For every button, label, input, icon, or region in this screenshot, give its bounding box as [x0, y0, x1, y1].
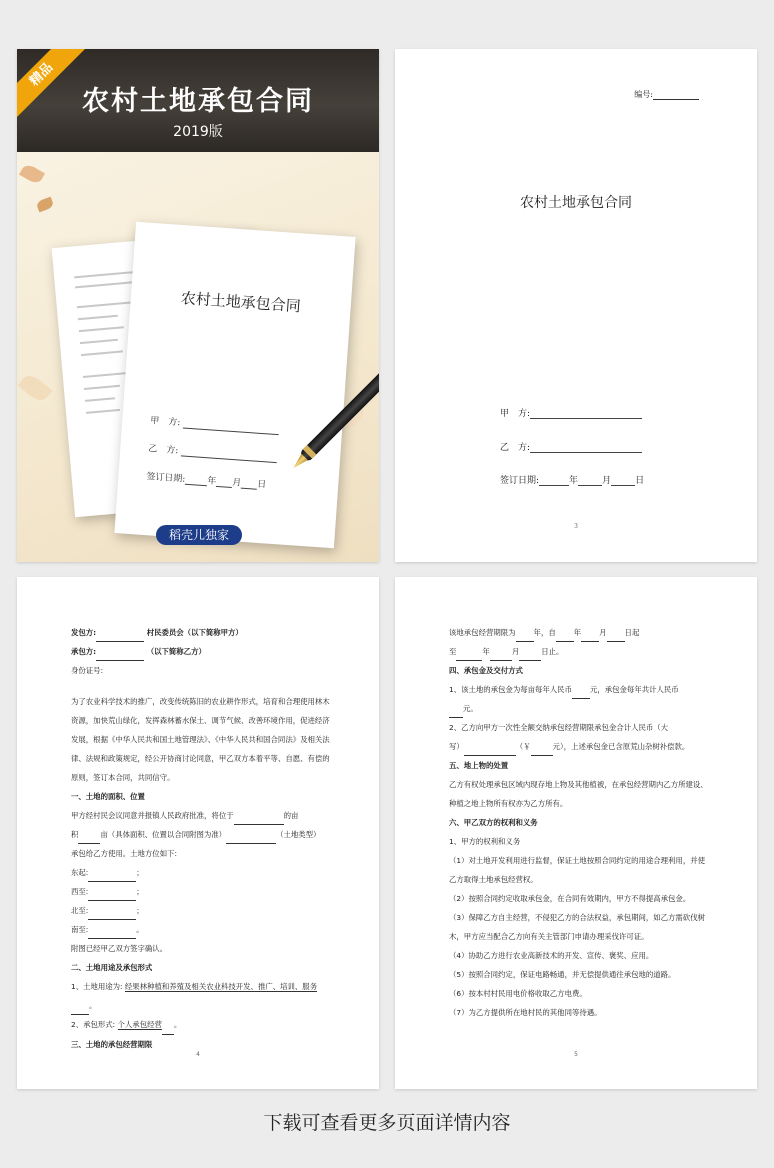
section-5-heading: 五、地上物的处置	[449, 761, 509, 770]
party-a-rights-heading: 1、甲方的权利和义务	[449, 837, 521, 846]
id-number-line: 身份证号:	[71, 666, 104, 675]
west-boundary: 西至: ；	[71, 882, 333, 901]
land-use-line: 1、土地用途为: 经果林种植和养殖及相关农业科技开发、推广、培训、服务。	[71, 977, 333, 1015]
premium-ribbon: 精品	[17, 49, 89, 122]
page-content	[71, 623, 333, 1054]
contract-page-4	[17, 577, 379, 1089]
party-a-item-7: （7）为乙方提供所在地村民的其他同等待遇。	[449, 1008, 602, 1017]
download-more-link[interactable]: 下载可查看更多页面详情内容	[263, 1112, 511, 1134]
contract-title: 农村土地承包合同	[520, 195, 632, 211]
day-label: 日	[256, 479, 267, 491]
leaf-decoration	[19, 162, 45, 185]
contract-page-5	[395, 577, 757, 1089]
section-2-heading: 二、土地用途及承包形式	[71, 963, 153, 972]
serial-label: 编号:	[634, 90, 653, 99]
party-a-item-3: （3）保障乙方自主经营，不侵犯乙方的合法权益，承包期间，如乙方需砍伐树木，甲方应当配合乙方向有关主管部门申请办理采伐许可证。	[449, 913, 705, 941]
party-a-item-6: （6）按本村村民用电价格收取乙方电费。	[449, 989, 587, 998]
year-label: 年	[569, 476, 579, 486]
page-number: 3	[574, 523, 578, 530]
payment-line-1: 1、该土地的承包金为每亩每年人民币 元，承包金每年共计人民币 元。	[449, 680, 711, 718]
section-1-heading: 一、土地的面积、位置	[71, 792, 145, 801]
section-4-heading: 四、承包金及交付方式	[449, 666, 523, 675]
paper-sign-date	[146, 469, 267, 490]
section-1-line-4: 附图已经甲乙双方签字确认。	[71, 944, 168, 953]
cover-panel	[17, 49, 379, 562]
month-label: 月	[602, 476, 612, 486]
leaf-decoration	[18, 371, 53, 404]
paper-title: 农村土地承包合同	[180, 289, 302, 316]
contractor-line: 承包方: （以下简称乙方）	[71, 642, 333, 661]
party-a-item-5: （5）按照合同约定，保证电路畅通，并无偿提供通往承包地的道路。	[449, 970, 676, 979]
section-5-paragraph: 乙方有权处理承包区域内现存地上物及其他植被，在承包经营期内乙方所建设、种植之地上物所有权亦为乙方所有。	[449, 780, 708, 808]
month-label: 月	[231, 478, 242, 489]
party-a-label: 甲 方:	[149, 416, 181, 429]
section-6-heading: 六、甲乙双方的权利和义务	[449, 818, 538, 827]
party-a-field	[500, 406, 642, 419]
term-line-2: 至 年 月 日止。	[449, 642, 711, 661]
payment-line-2: 2、乙方向甲方一次性全额交纳承包经营期限承包金合计人民币（大 写） （￥ 元），上述承包金已含原荒山杂树补偿款。	[449, 718, 711, 756]
year-label: 年	[206, 476, 217, 487]
paper-party-a	[150, 413, 280, 435]
north-boundary: 北至: ；	[71, 901, 333, 920]
party-a-label: 甲 方:	[500, 409, 531, 419]
paper-party-b	[148, 441, 278, 463]
day-label: 日	[635, 476, 645, 486]
party-a-item-2: （2）按照合同约定收取承包金，在合同有效期内，甲方不得提高承包金。	[449, 894, 691, 903]
preamble-paragraph: 为了农业科学技术的推广，改变传统陈旧的农业耕作形式，培育和合理使用林木资源，加快荒山绿化，发挥森林蓄水保土、调节气候、改善环境作用，促进经济发展，根据《中华人民共和国土地管理法》、《中华人民共和国合同法》及相关法律、法规和政策规定，经公开协商讨论同意，甲乙双方本着平等、自愿、有偿的原则，签订本合同，共同信守。	[71, 697, 330, 782]
sign-date-label: 签订日期:	[500, 476, 540, 486]
issuer-line: 发包方: 村民委员会（以下简称甲方）	[71, 623, 333, 642]
section-1-line-3: 承包给乙方使用。土地方位如下:	[71, 849, 177, 858]
party-a-item-4: （4）协助乙方进行农业高新技术的开发、宣传、褒奖、应用。	[449, 951, 654, 960]
page-number: 5	[574, 1051, 578, 1058]
exclusive-badge: 稻壳儿独家	[156, 525, 242, 545]
contract-title-page	[395, 49, 757, 562]
party-b-label: 乙 方:	[500, 443, 531, 453]
serial-number-field	[634, 89, 699, 100]
section-3-heading: 三、土地的承包经营期限	[71, 1040, 153, 1049]
page-number: 4	[196, 1051, 200, 1058]
front-paper-illustration	[114, 222, 355, 549]
sign-date-label: 签订日期:	[146, 472, 186, 485]
sign-date-field	[500, 473, 644, 486]
leaf-decoration	[36, 197, 55, 213]
contract-form-line: 2、承包形式: 个人承包经营 。	[71, 1015, 333, 1035]
south-boundary: 南至: 。	[71, 920, 333, 939]
page-content	[449, 623, 711, 1022]
cover-title: 农村土地承包合同	[82, 86, 314, 117]
cover-subtitle: 2019版	[173, 124, 223, 140]
party-b-label: 乙 方:	[147, 444, 179, 457]
party-b-field	[500, 440, 642, 453]
east-boundary: 东起: ；	[71, 863, 333, 882]
term-line-1: 该地承包经营期限为 年，自 年 月 日起	[449, 623, 711, 642]
section-1-line-2: 积 亩（具体面积、位置以合同附图为准） （土地类型）	[71, 825, 333, 844]
party-a-item-1: （1）对土地开发利用进行监督，保证土地按照合同约定的用途合理利用，并使乙方取得土地承包经营权。	[449, 856, 705, 884]
section-1-line-1: 甲方经村民会议同意并报镇人民政府批准，将位于 的亩	[71, 806, 333, 825]
